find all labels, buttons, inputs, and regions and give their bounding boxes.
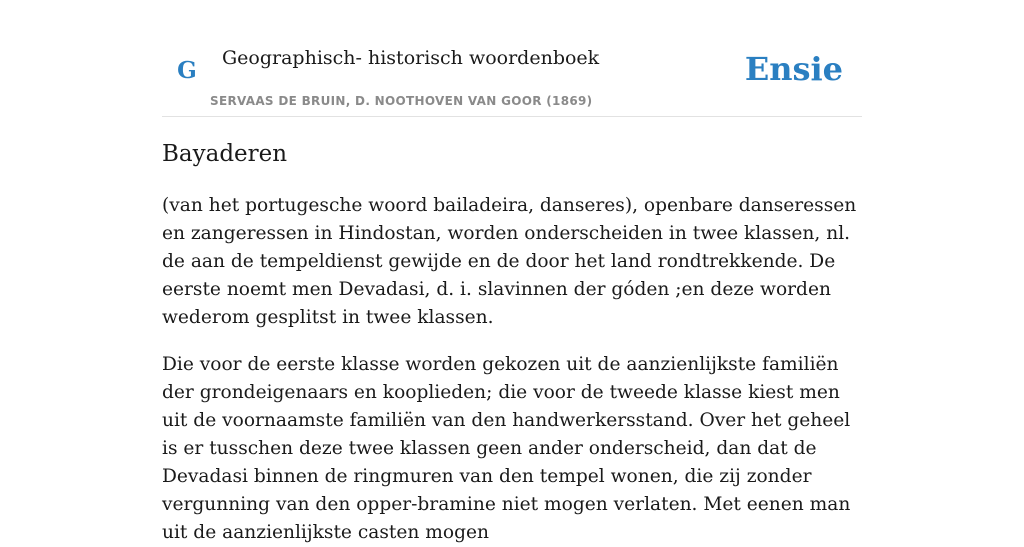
article-title: Bayaderen (162, 141, 288, 167)
ensie-logo[interactable]: Ensie (744, 50, 843, 88)
article (162, 138, 862, 547)
book-header (162, 0, 862, 117)
article-paragraph: (van het portugesche woord bailadeira, danseres), openbare danseressen en zangeressen in Hindostan, worden onderscheiden in twee klassen, nl. de aan de tempeldienst gewijde en de door het land rondtrekkende. De eerste noemt men Devadasi, d. i. slavinnen der góden ;en deze worden wederom gesplitst in twee klassen. (162, 195, 857, 328)
book-title-link[interactable]: Geographisch- historisch woordenboek (222, 47, 600, 69)
book-authors: SERVAAS DE BRUIN, D. NOOTHOVEN VAN GOOR (1869) (210, 94, 593, 108)
book-icon[interactable]: G (177, 57, 197, 84)
article-paragraph: Die voor de eerste klasse worden gekozen uit de aanzienlijkste familiën der grondeigenaars en kooplieden; die voor de tweede klasse kiest men uit de voornaamste familiën van den handwerkersstand. Over het geheel is er tusschen deze twee klassen geen ander onderscheid, dan dat de Devadasi binnen de ringmuren van den tempel wonen, die zij zonder vergunning van den opper-bramine niet mogen verlaten. Met eenen man uit de aanzienlijkste casten mogen (162, 354, 851, 543)
